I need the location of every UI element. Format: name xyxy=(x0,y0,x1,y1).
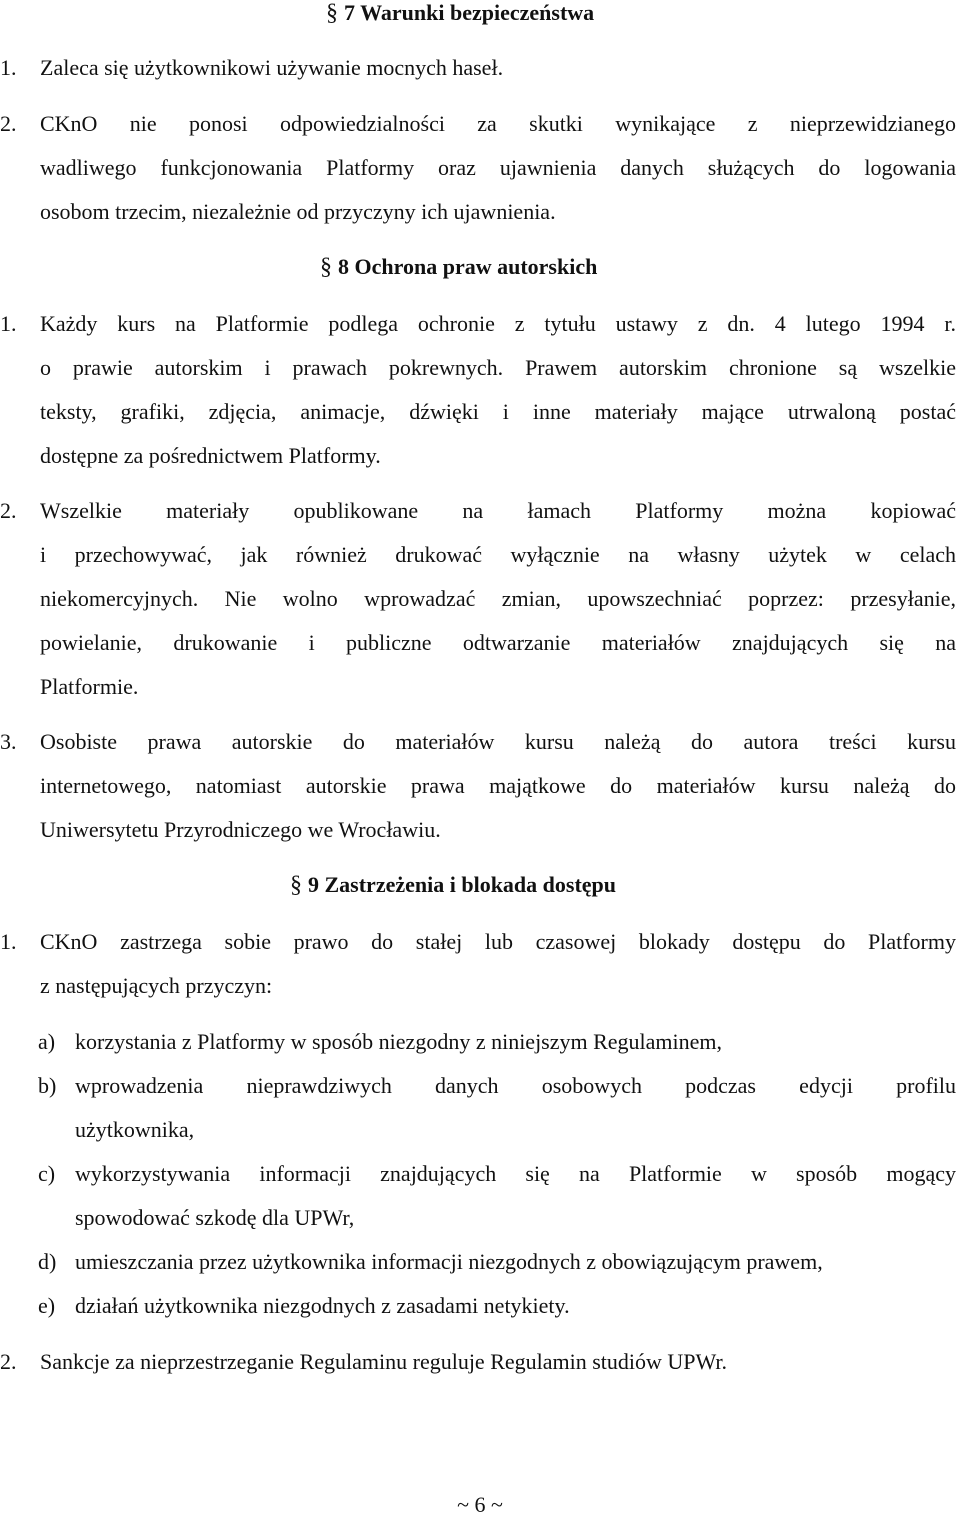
sublist-letter: c) xyxy=(38,1161,56,1186)
sublist-letter: d) xyxy=(38,1249,57,1274)
sublist-letter: a) xyxy=(38,1029,56,1054)
section-7-heading xyxy=(326,0,594,26)
text-line: Osobiste prawa autorskie do materiałów kursu należą do autora treści kursu xyxy=(40,729,956,754)
sublist-letter: b) xyxy=(38,1073,57,1098)
text-line: Uniwersytetu Przyrodniczego we Wrocławiu. xyxy=(40,817,441,842)
sublist-line: umieszczania przez użytkownika informacji niezgodnych z obowiązującym prawem, xyxy=(75,1249,823,1274)
text-line: i przechowywać, jak również drukować wyłącznie na własny użytek w celach xyxy=(40,542,956,567)
text-line: powielanie, drukowanie i publiczne odtwarzanie materiałów znajdujących się na xyxy=(40,630,956,655)
text-line: teksty, grafiki, zdjęcia, animacje, dźwięki i inne materiały mające utrwaloną postać xyxy=(40,399,956,424)
list-number: 1. xyxy=(0,929,17,954)
sublist-line: działań użytkownika niezgodnych z zasadami netykiety. xyxy=(75,1293,570,1318)
sublist-line: spowodować szkodę dla UPWr, xyxy=(75,1205,355,1230)
sublist-line: użytkownika, xyxy=(75,1117,195,1142)
list-number: 1. xyxy=(0,311,17,336)
text-line: Każdy kurs na Platformie podlega ochronie z tytułu ustawy z dn. 4 lutego 1994 r. xyxy=(40,311,956,336)
section-symbol: § xyxy=(290,872,302,898)
page-number: ~ 6 ~ xyxy=(457,1492,503,1517)
sublist-line: wykorzystywania informacji znajdujących się na Platformie w sposób mogący xyxy=(75,1161,956,1186)
text-line: Zaleca się użytkownikowi używanie mocnych haseł. xyxy=(40,55,504,80)
text-line: osobom trzecim, niezależnie od przyczyny ich ujawnienia. xyxy=(40,199,556,224)
section-8-title: 8 Ochrona praw autorskich xyxy=(338,254,598,279)
section-8-heading xyxy=(320,254,597,280)
text-line: dostępne za pośrednictwem Platformy. xyxy=(40,443,381,468)
list-number: 3. xyxy=(0,729,17,754)
text-line: Platformie. xyxy=(40,674,139,699)
section-9-title: 9 Zastrzeżenia i blokada dostępu xyxy=(308,872,617,897)
list-number: 2. xyxy=(0,1349,17,1374)
section-symbol: § xyxy=(320,254,332,280)
text-line: CKnO nie ponosi odpowiedzialności za skutki wynikające z nieprzewidzianego xyxy=(40,111,956,136)
sublist-letter: e) xyxy=(38,1293,56,1318)
text-line: Sankcje za nieprzestrzeganie Regulaminu reguluje Regulamin studiów UPWr. xyxy=(40,1349,728,1374)
text-line: CKnO zastrzega sobie prawo do stałej lub czasowej blokady dostępu do Platformy xyxy=(40,929,956,954)
section-symbol: § xyxy=(326,0,338,26)
text-line: o prawie autorskim i prawach pokrewnych. Prawem autorskim chronione są wszelkie xyxy=(40,355,956,380)
list-number: 1. xyxy=(0,55,17,80)
section-9-heading xyxy=(290,872,616,898)
text-line: Wszelkie materiały opublikowane na łamach Platformy można kopiować xyxy=(40,498,956,523)
list-number: 2. xyxy=(0,111,17,136)
text-line: wadliwego funkcjonowania Platformy oraz ujawnienia danych służących do logowania xyxy=(40,155,956,180)
text-line: niekomercyjnych. Nie wolno wprowadzać zmian, upowszechniać poprzez: przesyłanie, xyxy=(40,586,956,611)
section-7-title: 7 Warunki bezpieczeństwa xyxy=(344,0,595,25)
text-line: z następujących przyczyn: xyxy=(40,973,273,998)
list-number: 2. xyxy=(0,498,17,523)
sublist-line: korzystania z Platformy w sposób niezgodny z niniejszym Regulaminem, xyxy=(75,1029,723,1054)
sublist-line: wprowadzenia nieprawdziwych danych osobowych podczas edycji profilu xyxy=(75,1073,956,1098)
text-line: internetowego, natomiast autorskie prawa majątkowe do materiałów kursu należą do xyxy=(40,773,956,798)
